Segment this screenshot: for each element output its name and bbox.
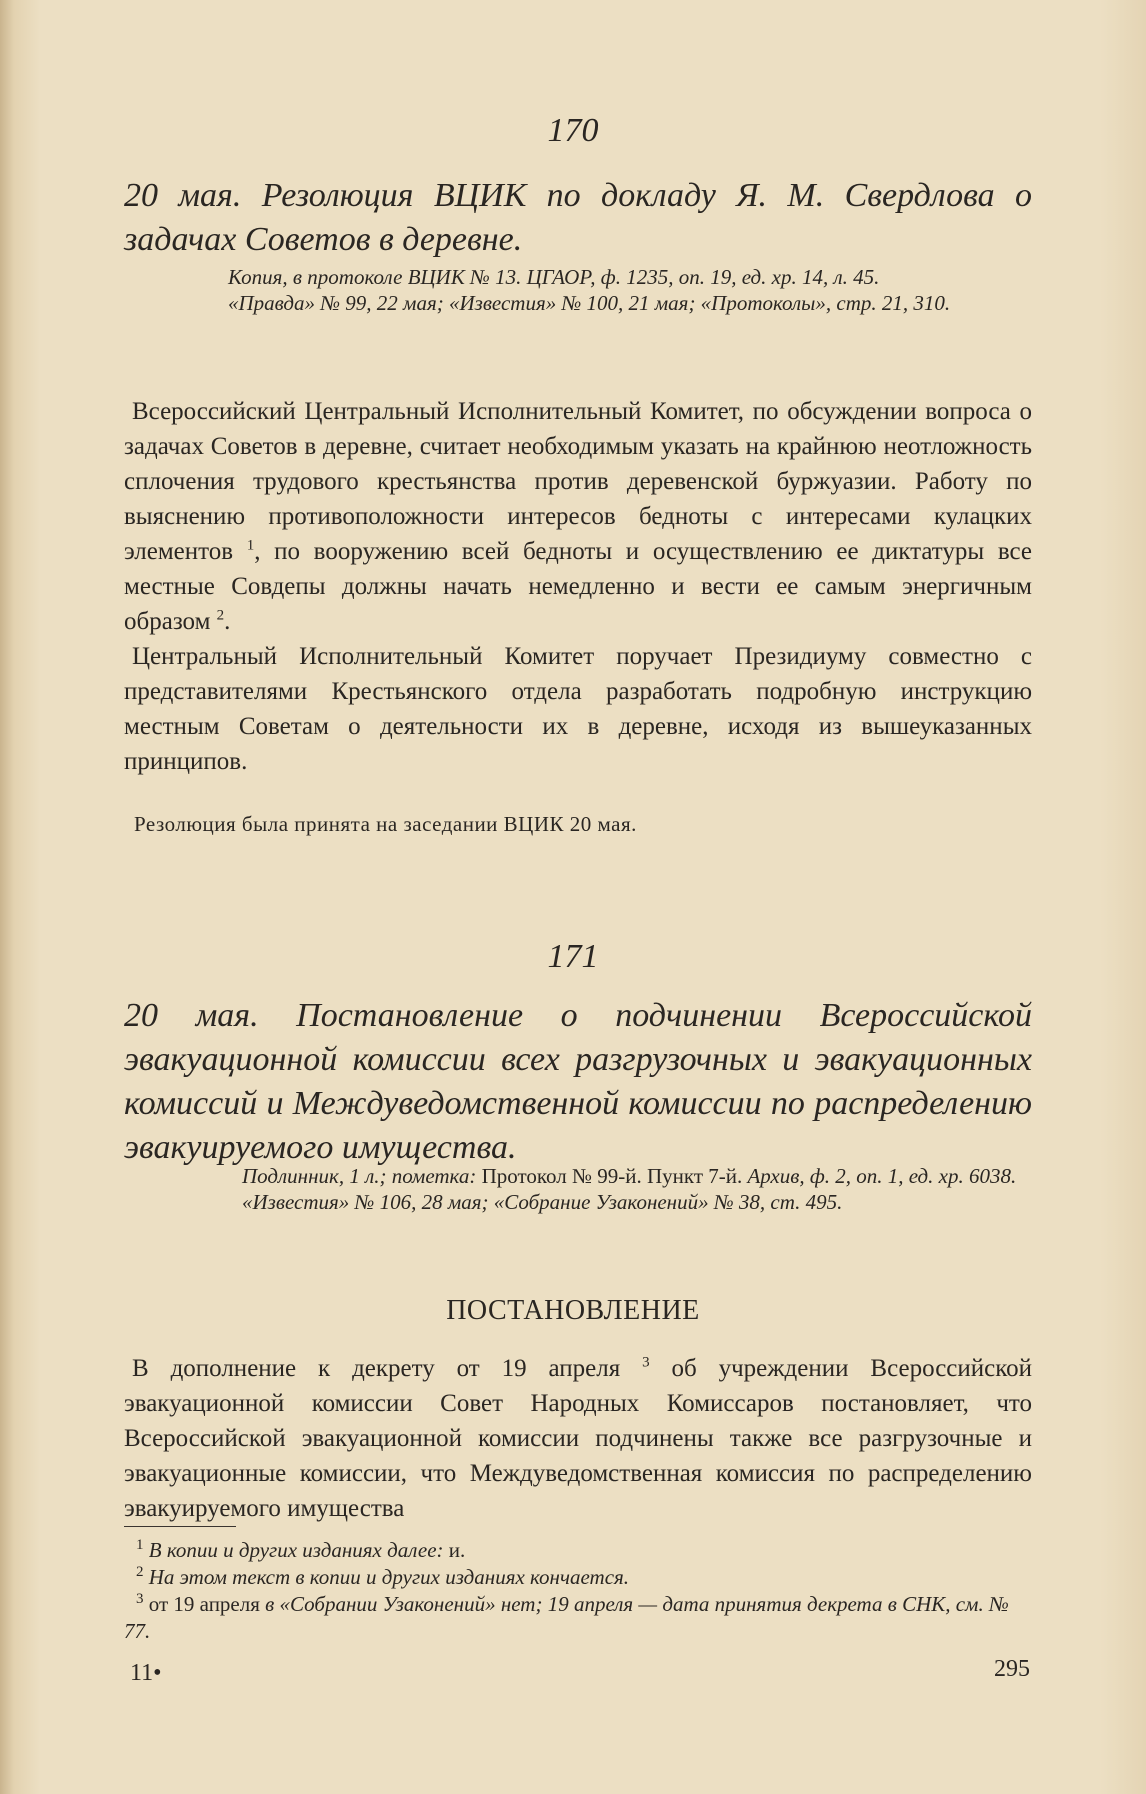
document-title-170: 20 мая. Резолюция ВЦИК по докладу Я. М. Свердлова о задачах Советов в деревне.	[124, 177, 1032, 258]
source-citation-171: Подлинник, 1 л.; пометка: Протокол № 99-й. Пункт 7-й. Архив, ф. 2, оп. 1, ед. хр. 6038. «Известия» № 106, 28 мая; «Собрание Узаконений» № 38, ст. 495.	[242, 1164, 1017, 1214]
footnote-divider	[124, 1526, 236, 1527]
source-citation-170: Копия, в протоколе ВЦИК № 13. ЦГАОР, ф. 1235, оп. 19, ед. хр. 14, л. 45. «Правда» № 99, 22 мая; «Известия» № 100, 21 мая; «Протоколы», стр. 21, 310.	[228, 265, 951, 315]
document-body-170: Всероссийский Центральный Исполнительный Комитет, по обсуждении вопроса о задачах Советов в деревне, считает необходимым указать на крайнюю неотложность сплочения трудового крестьянства против деревенской буржуазии. Работу по выяснению противоположности интересов бедноты с интересами кулацких элементов $^1$, по вооружению всей бедноты и осуществлению ее диктатуры все местные Совдепы должны начать немедленно и вести ее самым энергичным образом $^2$. Центральный Исполнительный Комитет поручает Президиуму совместно с представителями Крестьянского отдела разработать подробную инструкцию местным Советам о деятельности их в деревне, исходя из вышеуказанных принципов.	[124, 394, 1032, 779]
footnote-1: $^1$ В копии и других изданиях далее: и.	[136, 1537, 466, 1562]
paragraph: Всероссийский Центральный Исполнительный Комитет, по обсуждении вопроса о задачах Советов в деревне, считает необходимым указать на крайнюю неотложность сплочения трудового крестьянства против деревенской буржуазии. Работу по выяснению противоположности интересов бедноты с интересами кулацких элементов	[124, 398, 1032, 565]
document-body-171	[124, 1351, 1032, 1526]
footnote-2: $^2$ На этом текст в копии и других изданиях кончается.	[136, 1564, 630, 1589]
footnote-ref: 1	[246, 537, 255, 554]
paragraph: Центральный Исполнительный Комитет поручает Президиуму совместно с представителями Крестьянского отдела разработать подробную инструкцию местным Советам о деятельности их в деревне, исходя из вышеуказанных принципов.	[124, 643, 1032, 775]
document-title-171: 20 мая. Постановление о подчинении Всероссийской эвакуационной комиссии всех разгрузочных и эвакуационных комиссий и Междуведомственной комиссии по распределению эвакуируемого имущества.	[124, 997, 1032, 1166]
adoption-note: Резолюция была принята на заседании ВЦИК 20 мая.	[134, 812, 637, 836]
document-number-170: 170	[547, 112, 599, 149]
footnote-3: $^3$ от 19 апреля в «Собрании Узаконений» нет; 19 апреля — дата принятия декрета в СНК, см. № 77.	[124, 1591, 1009, 1643]
paragraph: об учреждении Всероссийской эвакуационной комиссии Совет Народных Комиссаров постановляет, что Всероссийской эвакуационной комиссии подчинены также все разгрузочные и эвакуационные комиссии, что Междуведомственная комиссия по распределению эвакуируемого имущества	[124, 1355, 1032, 1522]
signature-mark: 11•	[130, 1660, 162, 1686]
footnote-ref: 2	[216, 607, 225, 624]
paragraph: по вооружению всей бедноты и осуществлению ее диктатуры все местные Совдепы должны начать немедленно и вести ее самым энергичным образом	[124, 538, 1033, 635]
footnotes	[124, 1537, 1032, 1645]
paragraph: В дополнение к декрету от 19 апреля	[132, 1355, 621, 1382]
document-number-171: 171	[547, 938, 599, 975]
section-heading: ПОСТАНОВЛЕНИЕ	[446, 1295, 700, 1326]
footnote-ref: 3	[642, 1354, 650, 1371]
page-number: 295	[994, 1656, 1030, 1682]
